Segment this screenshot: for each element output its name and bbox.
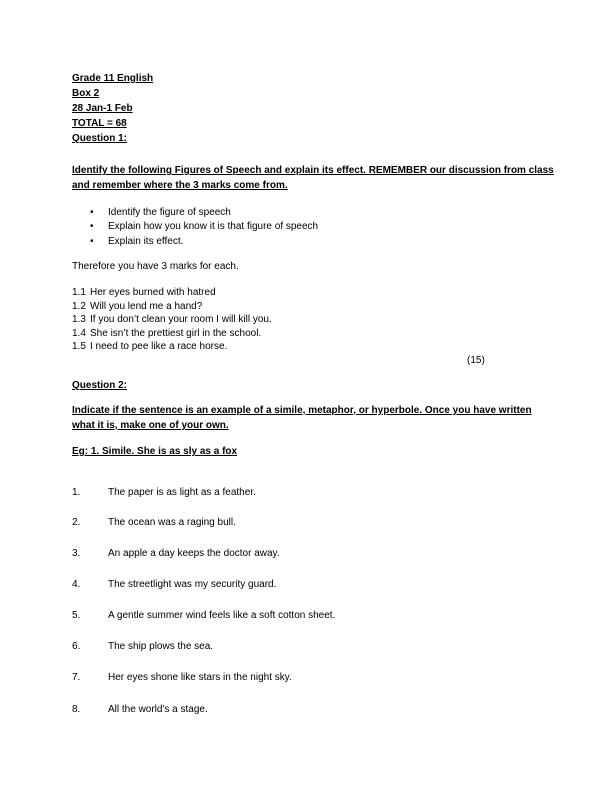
- item-number: 1.4: [72, 328, 86, 339]
- item-text: The streetlight was my security guard.: [108, 579, 277, 590]
- grade-heading: Grade 11 English: [72, 73, 154, 84]
- bullet-icon: •: [90, 236, 94, 247]
- item-text: She isn’t the prettiest girl in the school.: [90, 328, 262, 339]
- dates-heading: 28 Jan-1 Feb: [72, 103, 133, 114]
- total-heading: TOTAL = 68: [72, 118, 127, 129]
- item-text: I need to pee like a race horse.: [90, 341, 228, 352]
- item-text: All the world's a stage.: [108, 704, 208, 715]
- question2-instruction-line2: what it is, make one of your own.: [72, 420, 229, 431]
- item-text: Will you lend me a hand?: [90, 301, 203, 312]
- item-number: 1.1: [72, 287, 86, 298]
- item-text: Her eyes burned with hatred: [90, 287, 216, 298]
- bullet-icon: •: [90, 221, 94, 232]
- item-number: 2.: [72, 517, 81, 528]
- item-number: 5.: [72, 610, 81, 621]
- bullet-item: Explain its effect.: [108, 236, 184, 247]
- bullet-item: Identify the figure of speech: [108, 207, 231, 218]
- question1-instruction-line2: and remember where the 3 marks come from.: [72, 180, 288, 191]
- item-text: The ocean was a raging bull.: [108, 517, 236, 528]
- item-text: Her eyes shone like stars in the night sky.: [108, 672, 292, 683]
- item-number: 7.: [72, 672, 81, 683]
- item-number: 1.: [72, 487, 81, 498]
- item-number: 1.5: [72, 341, 86, 352]
- question1-instruction-line1: Identify the following Figures of Speech and explain its effect. REMEMBER our discussion from class: [72, 165, 554, 176]
- item-text: If you don’t clean your room I will kill you.: [90, 314, 272, 325]
- item-text: A gentle summer wind feels like a soft cotton sheet.: [108, 610, 336, 621]
- item-text: An apple a day keeps the doctor away.: [108, 548, 280, 559]
- question1-marks: (15): [467, 355, 485, 366]
- question2-title: Question 2:: [72, 380, 128, 391]
- item-number: 1.3: [72, 314, 86, 325]
- item-number: 1.2: [72, 301, 86, 312]
- item-text: The paper is as light as a feather.: [108, 487, 256, 498]
- bullet-icon: •: [90, 207, 94, 218]
- item-text: The ship plows the sea.: [108, 641, 214, 652]
- item-number: 8.: [72, 704, 81, 715]
- box-heading: Box 2: [72, 88, 100, 99]
- question1-note: Therefore you have 3 marks for each.: [72, 261, 239, 272]
- question2-instruction-line1: Indicate if the sentence is an example of a simile, metaphor, or hyperbole. Once you have written: [72, 405, 532, 416]
- question1-title: Question 1:: [72, 133, 128, 144]
- question2-example: Eg: 1. Simile. She is as sly as a fox: [72, 446, 238, 457]
- item-number: 3.: [72, 548, 81, 559]
- item-number: 6.: [72, 641, 81, 652]
- item-number: 4.: [72, 579, 81, 590]
- bullet-item: Explain how you know it is that figure of speech: [108, 221, 319, 232]
